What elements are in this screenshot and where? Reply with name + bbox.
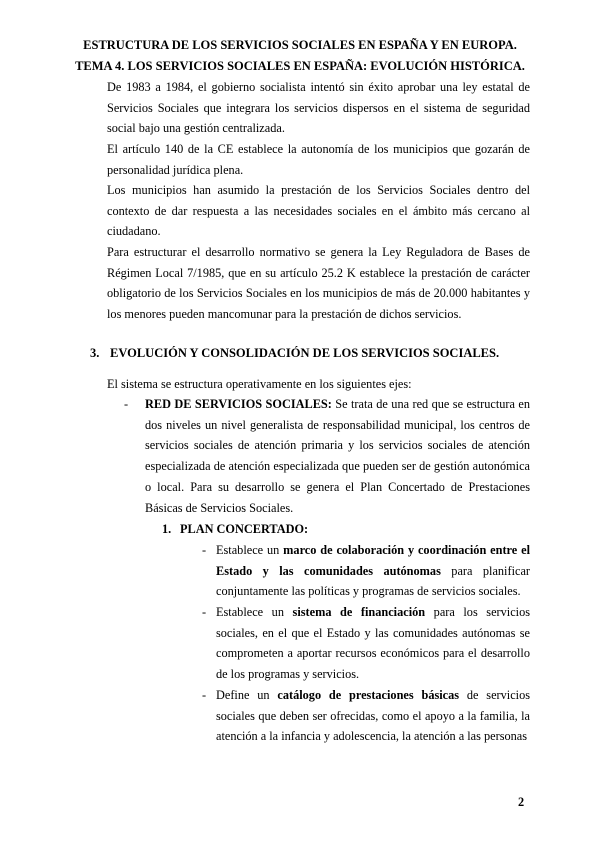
list-dash: - <box>202 688 207 702</box>
document-title: ESTRUCTURA DE LOS SERVICIOS SOCIALES EN ESPAÑA Y EN EUROPA. <box>83 38 517 52</box>
bold-phrase: marco de colaboración y coordinación entre el Estado y las comunidades autónomas <box>216 543 531 578</box>
plan-item-financiacion: Establece un sistema de financiación para los servicios sociales, en el que el Estado y las comunidades autónomas se comprometen a aportar recursos económicos para el desarrollo de los programas y servicios. <box>216 605 530 682</box>
red-servicios-label: RED DE SERVICIOS SOCIALES: <box>145 397 332 411</box>
topic-title: TEMA 4. LOS SERVICIOS SOCIALES EN ESPAÑA: EVOLUCIÓN HISTÓRICA. <box>75 59 525 73</box>
red-servicios-text: Se trata de una red que se estructura en dos niveles un nivel generalista de responsabilidad municipal, los centros de servicios sociales de atención primaria y los servicios sociales de atención especializada de atención especializada que pueden ser de gestión autonómica o local. Para su desarrollo se genera el Plan Concertado de Prestaciones Básicas de Servicios Sociales. <box>145 397 530 515</box>
paragraph-articulo-140: El artículo 140 de la CE establece la autonomía de los municipios que gozarán de personalidad jurídica plena. <box>107 142 530 177</box>
bold-phrase: catálogo de prestaciones básicas <box>277 688 460 702</box>
plan-item-marco: Establece un marco de colaboración y coordinación entre el Estado y las comunidades autónomas para planificar conjuntamente las políticas y programas de servicios sociales. <box>216 543 531 599</box>
list-dash: - <box>202 605 207 619</box>
list-dash: - <box>124 397 129 411</box>
paragraph-1983-1984: De 1983 a 1984, el gobierno socialista intentó sin éxito aprobar una ley estatal de Servicios Sociales que integrara los servicios dispersos en el sistema de seguridad social bajo una gestión centralizada. <box>107 80 530 136</box>
section-title: EVOLUCIÓN Y CONSOLIDACIÓN DE LOS SERVICIOS SOCIALES. <box>110 346 500 360</box>
bold-phrase: sistema de financiación <box>292 605 426 619</box>
intro-text: El sistema se estructura operativamente en los siguientes ejes: <box>107 377 412 391</box>
plan-title: PLAN CONCERTADO: <box>180 522 309 536</box>
section-heading <box>90 343 530 364</box>
page-number: 2 <box>518 795 525 809</box>
plan-item-catalogo: Define un catálogo de prestaciones básicas de servicios sociales que deben ser ofrecidas, como el apoyo a la familia, la atención a la infancia y adolescencia, la atención a las personas <box>216 688 530 744</box>
paragraph-municipios: Los municipios han asumido la prestación de los Servicios Sociales dentro del contexto de dar respuesta a las necesidades sociales en el ámbito más cercano al ciudadano. <box>107 183 530 239</box>
plan-concertado-heading <box>162 519 308 540</box>
paragraph-ley-reguladora: Para estructurar el desarrollo normativo se genera la Ley Reguladora de Bases de Régimen Local 7/1985, que en su artículo 25.2 K establece la prestación de carácter obligatorio de los Servicios Sociales en los municipios de más de 20.000 habitantes y los menores pueden mancomunar para la prestación de dichos servicios. <box>107 245 530 322</box>
plan-number: 1. <box>162 522 172 536</box>
list-dash: - <box>202 543 207 557</box>
red-servicios-item <box>145 394 530 518</box>
section-number: 3. <box>90 346 100 360</box>
